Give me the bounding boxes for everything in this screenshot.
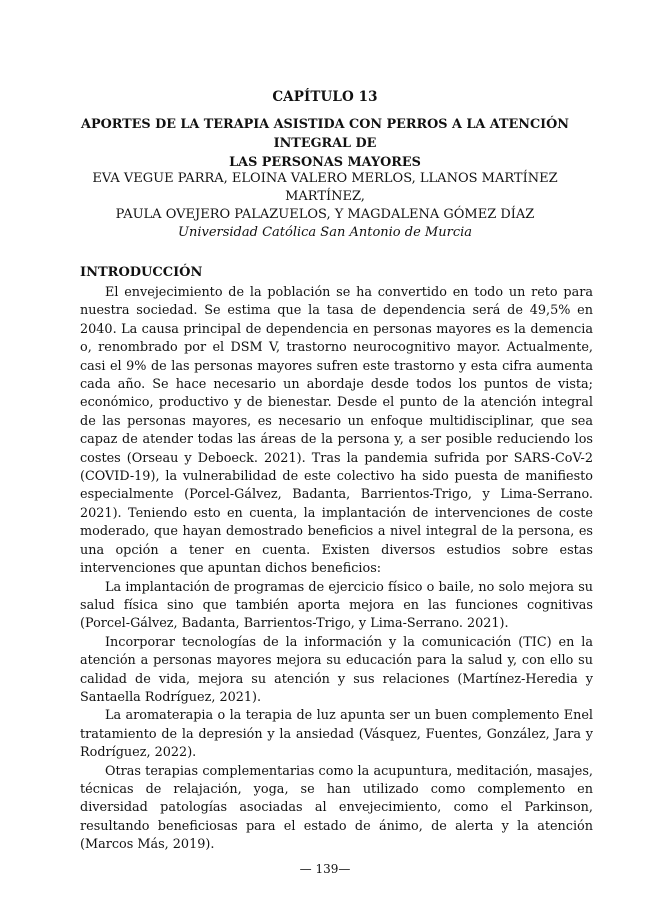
- page-number: — 139—: [299, 862, 351, 876]
- chapter-label: CAPÍTULO 13: [272, 89, 378, 105]
- chapter-title-line: LAS PERSONAS MAYORES: [229, 155, 421, 170]
- paragraph: La aromaterapia o la terapia de luz apunta ser un buen complemento Enel tratamiento de la depresión y la ansiedad (Vásquez, Fuentes, González, Jara y Rodríguez, 2022).: [80, 708, 593, 761]
- paragraph: Incorporar tecnologías de la información y la comunicación (TIC) en la atención a personas mayores mejora su educación para la salud y, con ello su calidad de vida, mejora su atención y sus relaciones (Martínez-Heredia y Santaella Rodríguez, 2021).: [80, 634, 593, 705]
- authors-line: PAULA OVEJERO PALAZUELOS, Y MAGDALENA GÓMEZ DÍAZ: [115, 207, 535, 222]
- authors-line: EVA VEGUE PARRA, ELOINA VALERO MERLOS, LLANOS MARTÍNEZ MARTÍNEZ,: [92, 171, 558, 204]
- affiliation: Universidad Católica San Antonio de Murcia: [177, 225, 473, 240]
- paragraph: Otras terapias complementarias como la acupuntura, meditación, masajes, técnicas de relajación, yoga, se han utilizado como complemento en diversidad patologías asociadas al envejecimiento, como el Parkinson, resultando beneficiosas para el estado de ánimo, de alerta y la atención (Marcos Más, 2019).: [80, 763, 593, 853]
- authors-block: [60, 170, 590, 242]
- chapter-title: [80, 115, 570, 172]
- paragraph: El envejecimiento de la población se ha convertido en todo un reto para nuestra sociedad. Se estima que la tasa de dependencia será de 49,5% en 2040. La causa principal de dependencia en personas mayores es la demencia o, renombrado por el DSM V, trastorno neurocognitivo mayor. Actualmente, casi el 9% de las personas mayores sufren este trastorno y esta cifra aumenta cada año. Se hace necesario un abordaje desde todos los puntos de vista; económico, productivo y de bienestar. Desde el punto de la atención integral de las personas mayores, es necesario un enfoque multidisciplinar, que sea capaz de atender todas las áreas de la persona y, a ser posible reduciendo los costes (Orseau y Deboeck. 2021). Tras la pandemia sufrida por SARS-CoV-2 (COVID-19), la vulnerabilidad de este colectivo ha sido puesta de manifiesto especialmente (Porcel-Gálvez, Badanta, Barrientos-Trigo, y Lima-Serrano. 2021). Teniendo esto en cuenta, la implantación de intervenciones de coste moderado, que hayan demostrado beneficios a nivel integral de la persona, es una opción a tener en cuenta. Existen diversos estudios sobre estas intervenciones que apuntan dichos beneficios:: [80, 285, 593, 577]
- paragraph: La implantación de programas de ejercicio físico o baile, no solo mejora su salud física sino que también aporta mejora en las funciones cognitivas (Porcel-Gálvez, Badanta, Barrientos-Trigo, y Lima-Serrano. 2021).: [80, 579, 593, 632]
- section-heading: INTRODUCCIÓN: [80, 265, 203, 280]
- body-text: [80, 284, 593, 855]
- chapter-title-line: APORTES DE LA TERAPIA ASISTIDA CON PERROS A LA ATENCIÓN INTEGRAL DE: [81, 117, 569, 151]
